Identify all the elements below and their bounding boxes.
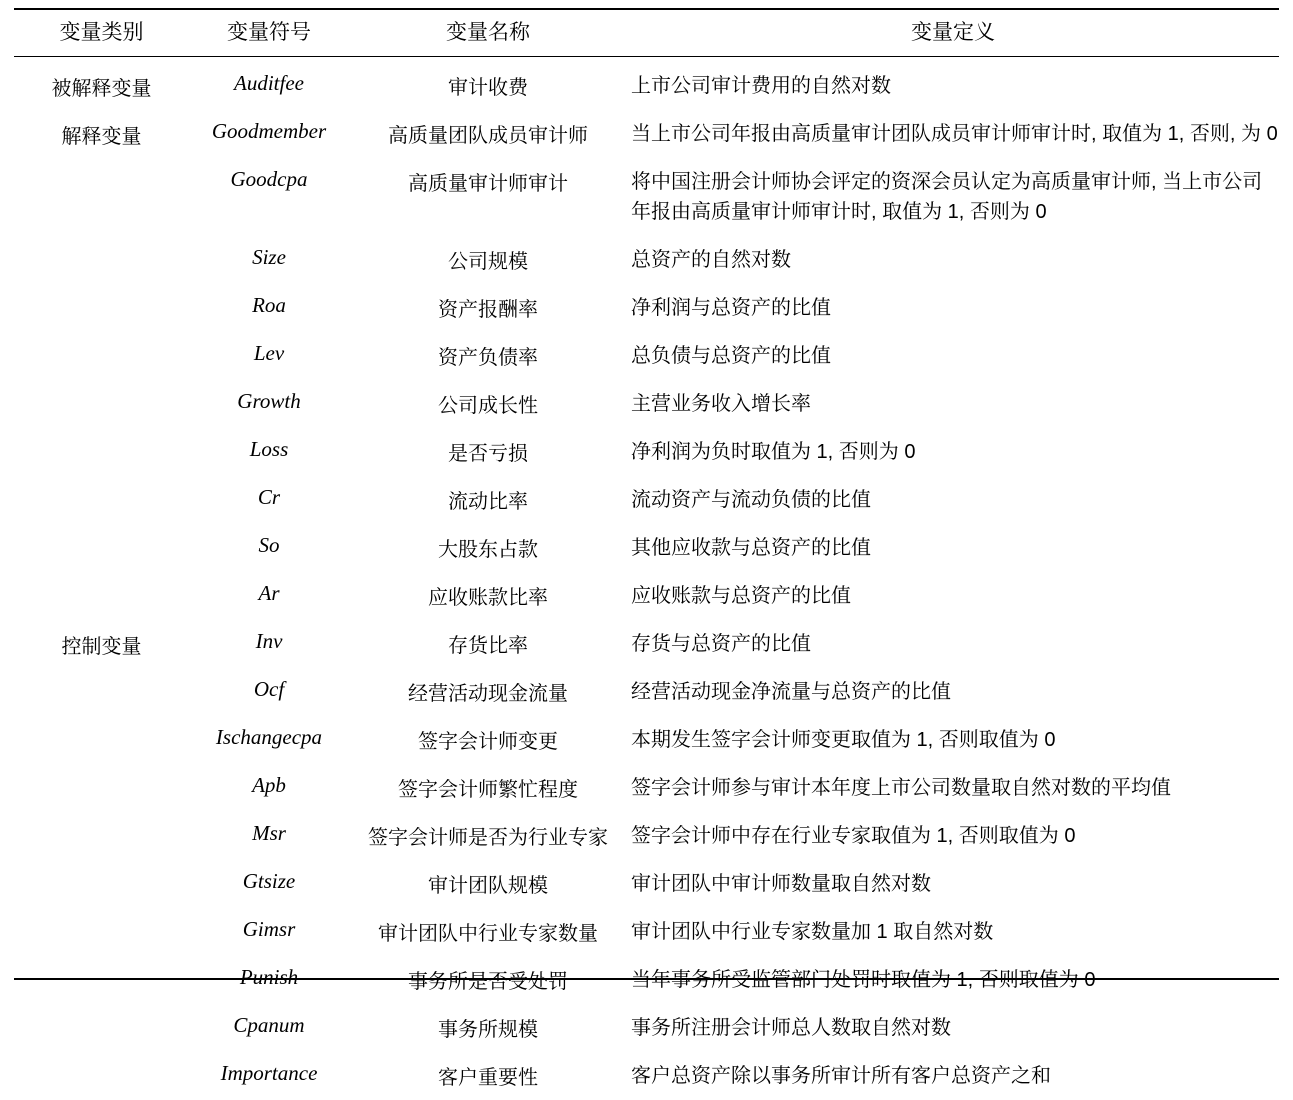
cell-definition: 当上市公司年报由高质量审计团队成员审计师审计时, 取值为 1, 否则, 为 0 xyxy=(627,110,1279,158)
cell-category xyxy=(14,572,189,620)
table-row xyxy=(14,668,1279,716)
cell-symbol: So xyxy=(189,524,349,572)
cell-symbol: Size xyxy=(189,236,349,284)
table-row xyxy=(14,380,1279,428)
cell-definition: 审计团队中行业专家数量加 1 取自然对数 xyxy=(627,908,1279,956)
cell-category xyxy=(14,812,189,860)
cell-category xyxy=(14,668,189,716)
table-row xyxy=(14,620,1279,668)
cell-symbol: Importance xyxy=(189,1052,349,1100)
cell-definition: 当年事务所受监管部门处罚时取值为 1, 否则取值为 0 xyxy=(627,956,1279,1004)
cell-symbol: Gtsize xyxy=(189,860,349,908)
cell-symbol: Goodcpa xyxy=(189,158,349,236)
cell-definition: 签字会计师中存在行业专家取值为 1, 否则取值为 0 xyxy=(627,812,1279,860)
cell-definition: 其他应收款与总资产的比值 xyxy=(627,524,1279,572)
table-sheet xyxy=(0,8,1293,980)
cell-name: 审计收费 xyxy=(349,57,627,111)
cell-symbol: Gimsr xyxy=(189,908,349,956)
cell-symbol: Msr xyxy=(189,812,349,860)
cell-category xyxy=(14,1052,189,1100)
table-row xyxy=(14,57,1279,111)
table-row xyxy=(14,1004,1279,1052)
table-header xyxy=(14,9,1279,57)
cell-symbol: Ischangecpa xyxy=(189,716,349,764)
cell-name: 大股东占款 xyxy=(349,524,627,572)
table-row xyxy=(14,860,1279,908)
cell-name: 客户重要性 xyxy=(349,1052,627,1100)
cell-name: 存货比率 xyxy=(349,620,627,668)
cell-symbol: Growth xyxy=(189,380,349,428)
cell-category xyxy=(14,236,189,284)
cell-definition: 经营活动现金净流量与总资产的比值 xyxy=(627,668,1279,716)
cell-definition: 应收账款与总资产的比值 xyxy=(627,572,1279,620)
table-row xyxy=(14,428,1279,476)
table-row xyxy=(14,524,1279,572)
table-row xyxy=(14,332,1279,380)
cell-definition: 总资产的自然对数 xyxy=(627,236,1279,284)
cell-category xyxy=(14,524,189,572)
cell-category: 控制变量 xyxy=(14,620,189,668)
cell-definition: 签字会计师参与审计本年度上市公司数量取自然对数的平均值 xyxy=(627,764,1279,812)
table-bottom-rule xyxy=(14,978,1279,980)
table-row xyxy=(14,956,1279,1004)
cell-definition: 净利润为负时取值为 1, 否则为 0 xyxy=(627,428,1279,476)
cell-definition: 本期发生签字会计师变更取值为 1, 否则取值为 0 xyxy=(627,716,1279,764)
cell-category: 被解释变量 xyxy=(14,57,189,111)
cell-name: 资产负债率 xyxy=(349,332,627,380)
column-header-symbol: 变量符号 xyxy=(189,9,349,57)
table-row xyxy=(14,158,1279,236)
cell-symbol: Goodmember xyxy=(189,110,349,158)
cell-category xyxy=(14,284,189,332)
cell-name: 资产报酬率 xyxy=(349,284,627,332)
cell-definition: 总负债与总资产的比值 xyxy=(627,332,1279,380)
cell-symbol: Apb xyxy=(189,764,349,812)
column-header-category: 变量类别 xyxy=(14,9,189,57)
cell-name: 签字会计师变更 xyxy=(349,716,627,764)
table-row xyxy=(14,236,1279,284)
cell-category xyxy=(14,332,189,380)
cell-category xyxy=(14,908,189,956)
cell-category: 解释变量 xyxy=(14,110,189,158)
table-header-row xyxy=(14,9,1279,57)
table-row xyxy=(14,812,1279,860)
cell-name: 事务所是否受处罚 xyxy=(349,956,627,1004)
cell-symbol: Inv xyxy=(189,620,349,668)
cell-category xyxy=(14,860,189,908)
cell-name: 审计团队中行业专家数量 xyxy=(349,908,627,956)
table-row xyxy=(14,716,1279,764)
cell-definition: 事务所注册会计师总人数取自然对数 xyxy=(627,1004,1279,1052)
cell-category xyxy=(14,158,189,236)
cell-symbol: Lev xyxy=(189,332,349,380)
cell-name: 公司规模 xyxy=(349,236,627,284)
cell-name: 事务所规模 xyxy=(349,1004,627,1052)
cell-category xyxy=(14,716,189,764)
cell-category xyxy=(14,1004,189,1052)
cell-category xyxy=(14,380,189,428)
cell-symbol: Ocf xyxy=(189,668,349,716)
table-row xyxy=(14,908,1279,956)
cell-name: 经营活动现金流量 xyxy=(349,668,627,716)
table-row xyxy=(14,572,1279,620)
cell-category xyxy=(14,476,189,524)
cell-definition: 存货与总资产的比值 xyxy=(627,620,1279,668)
cell-name: 签字会计师是否为行业专家 xyxy=(349,812,627,860)
cell-name: 公司成长性 xyxy=(349,380,627,428)
cell-definition: 流动资产与流动负债的比值 xyxy=(627,476,1279,524)
cell-symbol: Cr xyxy=(189,476,349,524)
cell-name: 应收账款比率 xyxy=(349,572,627,620)
table-row xyxy=(14,476,1279,524)
cell-definition: 主营业务收入增长率 xyxy=(627,380,1279,428)
cell-name: 是否亏损 xyxy=(349,428,627,476)
cell-symbol: Ar xyxy=(189,572,349,620)
cell-category xyxy=(14,956,189,1004)
table-row xyxy=(14,284,1279,332)
cell-symbol: Roa xyxy=(189,284,349,332)
cell-category xyxy=(14,428,189,476)
cell-category xyxy=(14,764,189,812)
cell-symbol: Auditfee xyxy=(189,57,349,111)
cell-symbol: Punish xyxy=(189,956,349,1004)
variable-definition-table xyxy=(14,8,1279,1100)
table-body xyxy=(14,57,1279,1100)
cell-name: 高质量团队成员审计师 xyxy=(349,110,627,158)
cell-name: 签字会计师繁忙程度 xyxy=(349,764,627,812)
cell-definition: 净利润与总资产的比值 xyxy=(627,284,1279,332)
cell-definition: 上市公司审计费用的自然对数 xyxy=(627,57,1279,111)
cell-name: 流动比率 xyxy=(349,476,627,524)
cell-name: 审计团队规模 xyxy=(349,860,627,908)
cell-definition: 审计团队中审计师数量取自然对数 xyxy=(627,860,1279,908)
table-row xyxy=(14,764,1279,812)
table-row xyxy=(14,1052,1279,1100)
cell-definition: 客户总资产除以事务所审计所有客户总资产之和 xyxy=(627,1052,1279,1100)
cell-definition: 将中国注册会计师协会评定的资深会员认定为高质量审计师, 当上市公司年报由高质量审计师审计时, 取值为 1, 否则为 0 xyxy=(627,158,1279,236)
column-header-name: 变量名称 xyxy=(349,9,627,57)
cell-name: 高质量审计师审计 xyxy=(349,158,627,236)
table-row xyxy=(14,110,1279,158)
cell-symbol: Loss xyxy=(189,428,349,476)
column-header-definition: 变量定义 xyxy=(627,9,1279,57)
cell-symbol: Cpanum xyxy=(189,1004,349,1052)
